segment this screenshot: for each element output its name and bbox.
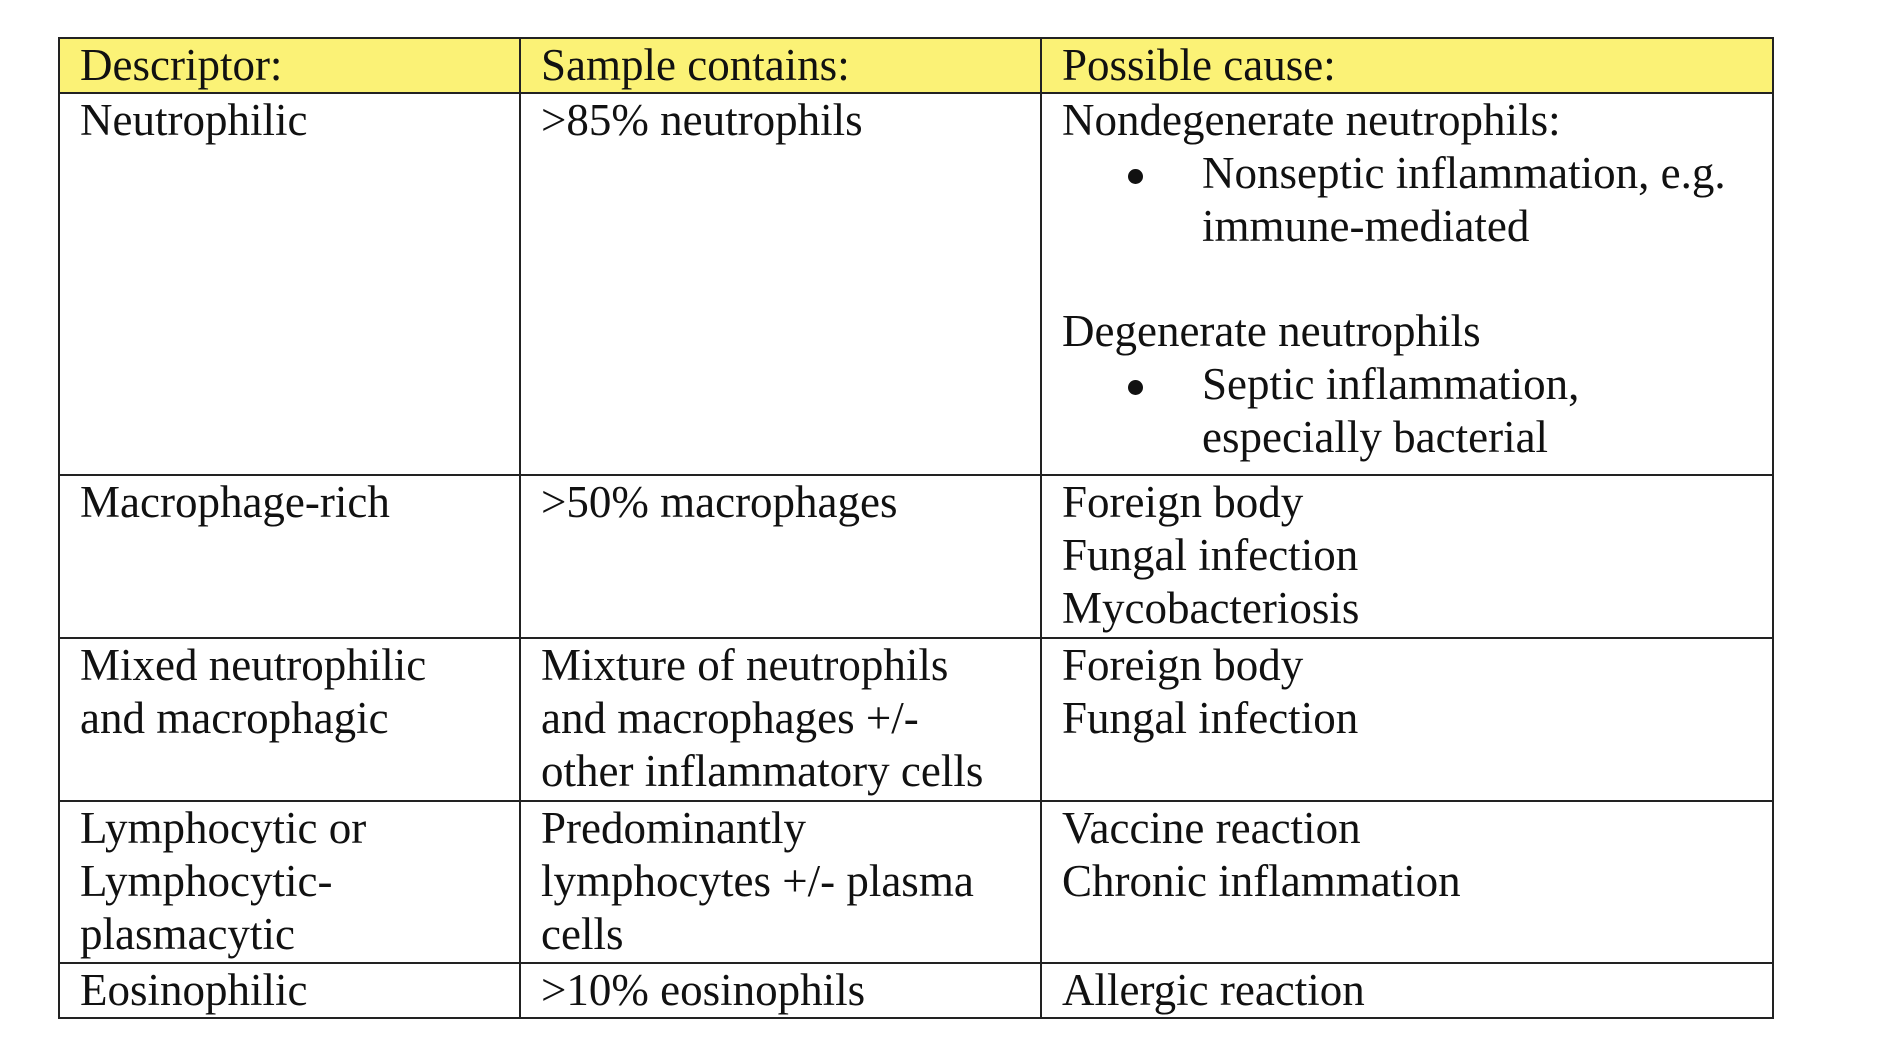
- descriptor-cell: [59, 475, 520, 638]
- descriptor-cell: [59, 93, 520, 475]
- cause-text: Allergic reaction: [1062, 965, 1365, 1015]
- bullet-icon: [1128, 169, 1143, 184]
- table-row: [59, 963, 1773, 1018]
- sample-text: Predominantly: [541, 803, 806, 853]
- table-row: [59, 638, 1773, 801]
- sample-text: cells: [541, 909, 624, 959]
- cause-text: Fungal infection: [1062, 693, 1359, 743]
- table-row: [59, 475, 1773, 638]
- bullet-item: [1062, 147, 1762, 253]
- cause-text: Foreign body: [1062, 640, 1304, 690]
- bullet-text: immune-mediated: [1202, 201, 1530, 251]
- table-row: [59, 801, 1773, 963]
- descriptor-text: and macrophagic: [80, 693, 389, 743]
- cause-heading: Degenerate neutrophils: [1062, 306, 1481, 356]
- sample-text: >10% eosinophils: [541, 965, 866, 1015]
- cause-cell: [1041, 475, 1773, 638]
- cause-cell: [1041, 801, 1773, 963]
- bullet-text: especially bacterial: [1202, 412, 1549, 462]
- cause-text: Chronic inflammation: [1062, 856, 1461, 906]
- sample-text: and macrophages +/-: [541, 693, 919, 743]
- cause-cell: [1041, 638, 1773, 801]
- descriptor-text: Lymphocytic or: [80, 803, 367, 853]
- descriptor-cell: [59, 638, 520, 801]
- descriptor-text: Macrophage-rich: [80, 477, 390, 527]
- descriptor-text: Lymphocytic-: [80, 856, 333, 906]
- cause-text: Vaccine reaction: [1062, 803, 1361, 853]
- header-possible-cause: Possible cause:: [1041, 38, 1773, 93]
- bullet-icon: [1128, 380, 1143, 395]
- sample-cell: [520, 638, 1041, 801]
- sample-text: >85% neutrophils: [541, 95, 863, 145]
- cause-text: Mycobacteriosis: [1062, 583, 1360, 633]
- sample-text: >50% macrophages: [541, 477, 898, 527]
- sample-cell: [520, 963, 1041, 1018]
- sample-cell: [520, 801, 1041, 963]
- descriptor-text: Mixed neutrophilic: [80, 640, 427, 690]
- table-row: [59, 93, 1773, 475]
- cause-text: Foreign body: [1062, 477, 1304, 527]
- header-sample-contains: Sample contains:: [520, 38, 1041, 93]
- sample-cell: [520, 475, 1041, 638]
- inflammation-descriptor-table: [58, 37, 1774, 1019]
- bullet-text: Nonseptic inflammation, e.g.: [1202, 148, 1726, 198]
- cause-cell: [1041, 963, 1773, 1018]
- descriptor-text: plasmacytic: [80, 909, 295, 959]
- descriptor-cell: [59, 963, 520, 1018]
- descriptor-cell: [59, 801, 520, 963]
- descriptor-text: Eosinophilic: [80, 965, 308, 1015]
- bullet-item: [1062, 358, 1762, 464]
- sample-text: lymphocytes +/- plasma: [541, 856, 974, 906]
- descriptor-text: Neutrophilic: [80, 95, 308, 145]
- cause-heading: Nondegenerate neutrophils:: [1062, 95, 1561, 145]
- header-row: [59, 38, 1773, 93]
- header-descriptor: Descriptor:: [59, 38, 520, 93]
- sample-text: Mixture of neutrophils: [541, 640, 949, 690]
- cause-text: Fungal infection: [1062, 530, 1359, 580]
- sample-text: other inflammatory cells: [541, 746, 984, 796]
- cause-cell: [1041, 93, 1773, 475]
- sample-cell: [520, 93, 1041, 475]
- bullet-text: Septic inflammation,: [1202, 359, 1580, 409]
